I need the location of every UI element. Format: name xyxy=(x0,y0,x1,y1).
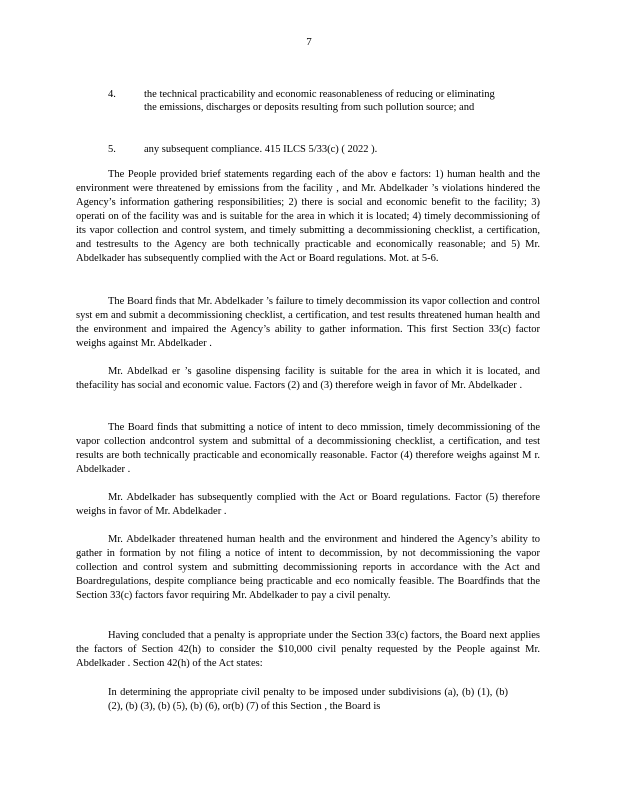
list-item-number: 4. xyxy=(108,89,116,100)
paragraph-conclusion: Mr. Abdelkader threatened human health and the environment and hindered the Agency’s ability to gather in formation by not filing a notice of intent to decommission, by not decommissioning the vapor collection and control system and submitting decommissioning reports in accordance with the Act and Boardregulations, despite compliance being practicable and eco nomically feasible. The Boardfinds that the Section 33(c) factors favor requiring Mr. Abdelkader to pay a civil penalty. xyxy=(76,534,540,601)
paragraph-factor-5: Mr. Abdelkader has subsequently complied with the Act or Board regulations. Factor (5) therefore weighs in favor of Mr. Abdelkader . xyxy=(76,492,540,517)
paragraph-section-42h: Having concluded that a penalty is appropriate under the Section 33(c) factors, the Board next applies the factors of Section 42(h) to consider the $10,000 civil penalty requested by the People against Mr. Abdelkader . Section 42(h) of the Act states: xyxy=(76,630,540,669)
block-quote: In determining the appropriate civil penalty to be imposed under subdivisions (a), (b) (1), (b) (2), (b) (3), (b) (5), (b) (6), or(b) (7) of this Section , the Board is xyxy=(108,687,508,712)
list-item-text: the technical practicability and economic reasonableness of reducing or eliminating the emissions, discharges or deposits resulting from such pollution source; and xyxy=(144,89,495,113)
paragraph-factor-1: The Board finds that Mr. Abdelkader ’s failure to timely decommission its vapor collection and control syst em and submit a decommissioning checklist, a certification, and test results threatened human health and the environment and impaired the Agency’s ability to gather information. This first Section 33(c) factor weighs against Mr. Abdelkader . xyxy=(76,296,540,349)
paragraph-factors-summary: The People provided brief statements regarding each of the abov e factors: 1) human health and the environment were threatened by emissions from the facility , and Mr. Abdelkader ’s violations hindered the Agency’s information gathering responsibilities; 2) there is social and economic benefit to the facility; 3) operati on of the facility was and is suitable for the area in which it is located; 4) timely decommissioning of its vapor collection and control system, and timely submitting a decommissioning checklist, a certification, and testresults to the Agency are both technically practicable and economically reasonable; and 5) Mr. Abdelkader has subsequently complied with the Act or Board regulations. Mot. at 5-6. xyxy=(76,169,540,264)
page-number: 7 xyxy=(306,36,312,48)
paragraph-factors-2-3: Mr. Abdelkad er ’s gasoline dispensing facility is suitable for the area in which it is located, and thefacility has social and economic value. Factors (2) and (3) therefore weigh in favor of Mr. Abdelkader . xyxy=(76,366,540,391)
list-item-text: any subsequent compliance. 415 ILCS 5/33(c) ( 2022 ). xyxy=(144,144,378,155)
list-item-number: 5. xyxy=(108,144,116,155)
paragraph-factor-4: The Board finds that submitting a notice of intent to deco mmission, timely decommissioning of the vapor collection andcontrol system and submittal of a decommissioning checklist, a certification, and test results are both technically practicable and economically reasonable. Factor (4) therefore weighs against M r. Abdelkader . xyxy=(76,422,540,475)
